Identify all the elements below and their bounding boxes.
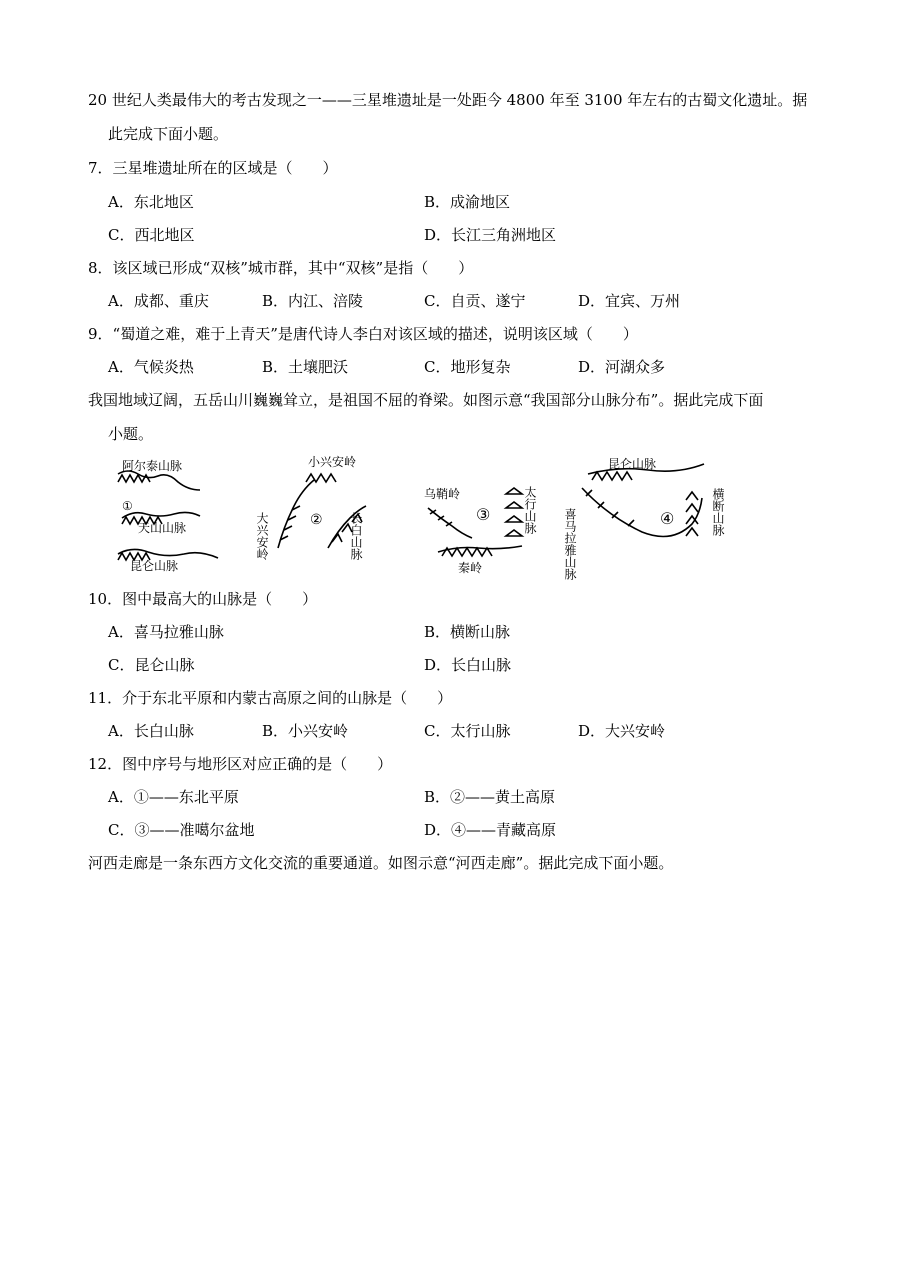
- question-9-stem: 9．“蜀道之难，难于上青天”是唐代诗人李白对该区域的描述，说明该区域（ ）: [88, 325, 638, 343]
- question-7-option-d[interactable]: D．长江三角洲地区: [424, 226, 557, 244]
- panel-2-right-label: 长白山脉: [349, 512, 363, 560]
- question-9-option-d[interactable]: D．河湖众多: [578, 358, 666, 376]
- intro-paragraph-1-line-1: 20 世纪人类最伟大的考古发现之一——三星堆遗址是一处距今 4800 年至 3100 年左右的古蜀文化遗址。据: [88, 91, 808, 109]
- question-11-option-a[interactable]: A．长白山脉: [108, 722, 194, 740]
- question-10-stem: 10．图中最高大的山脉是（ ）: [88, 590, 318, 608]
- question-8-option-b[interactable]: B．内江、涪陵: [262, 292, 364, 310]
- panel-3-number: ③: [476, 505, 491, 524]
- question-7-option-c[interactable]: C．西北地区: [108, 226, 195, 244]
- question-11-option-b[interactable]: B．小兴安岭: [262, 722, 349, 740]
- panel-3-right-label: 太行山脉: [523, 486, 537, 534]
- panel-3-bottom-label: 秦岭: [458, 561, 483, 575]
- question-7-option-a[interactable]: A．东北地区: [108, 193, 194, 211]
- intro-paragraph-2-line-1: 我国地域辽阔，五岳山川巍巍耸立，是祖国不屈的脊梁。如图示意“我国部分山脉分布”。据此完成下面: [88, 391, 764, 409]
- question-8-option-c[interactable]: C．自贡、遂宁: [424, 292, 526, 310]
- question-10-option-a[interactable]: A．喜马拉雅山脉: [108, 623, 224, 641]
- panel-1-middle-label: 天山山脉: [138, 521, 187, 535]
- question-9-option-b[interactable]: B．土壤肥沃: [262, 358, 349, 376]
- question-8-option-a[interactable]: A．成都、重庆: [108, 292, 209, 310]
- question-11-option-c[interactable]: C．太行山脉: [424, 722, 511, 740]
- question-8-option-d[interactable]: D．宜宾、万州: [578, 292, 681, 310]
- question-8-stem: 8．该区域已形成“双核”城市群，其中“双核”是指（ ）: [88, 259, 474, 277]
- panel-1-top-label: 阿尔泰山脉: [122, 459, 183, 473]
- figure-panel-3: [418, 452, 548, 576]
- panel-1-bottom-label: 昆仑山脉: [130, 559, 179, 573]
- panel-3-left-label: 乌鞘岭: [424, 487, 461, 501]
- question-12-option-c[interactable]: C．③——准噶尔盆地: [108, 821, 255, 839]
- question-9-option-a[interactable]: A．气候炎热: [108, 358, 194, 376]
- question-12-option-d[interactable]: D．④——青藏高原: [424, 821, 557, 839]
- figure-panel-1: [108, 452, 238, 576]
- question-10-option-d[interactable]: D．长白山脉: [424, 656, 512, 674]
- intro-paragraph-3: 河西走廊是一条东西方文化交流的重要通道。如图示意“河西走廊”。据此完成下面小题。: [88, 854, 674, 872]
- question-11-option-d[interactable]: D．大兴安岭: [578, 722, 666, 740]
- intro-paragraph-1-line-2: 此完成下面小题。: [108, 125, 229, 143]
- intro-paragraph-2-line-2: 小题。: [108, 425, 154, 443]
- panel-2-left-label: 大兴安岭: [255, 512, 269, 560]
- panel-4-number: ④: [660, 509, 675, 528]
- question-7-stem: 7．三星堆遗址所在的区域是（ ）: [88, 159, 338, 177]
- question-12-option-b[interactable]: B．②——黄土高原: [424, 788, 556, 806]
- figure-panel-4: [563, 452, 748, 580]
- figure-panel-2: [255, 452, 388, 576]
- question-12-stem: 12．图中序号与地形区对应正确的是（ ）: [88, 755, 393, 773]
- panel-4-top-label: 昆仑山脉: [608, 457, 657, 471]
- question-9-option-c[interactable]: C．地形复杂: [424, 358, 511, 376]
- question-11-stem: 11．介于东北平原和内蒙古高原之间的山脉是（ ）: [88, 689, 453, 707]
- question-10-option-c[interactable]: C．昆仑山脉: [108, 656, 195, 674]
- panel-4-left-label: 喜马拉雅山脉: [563, 508, 577, 580]
- question-7-option-b[interactable]: B．成渝地区: [424, 193, 511, 211]
- panel-4-right-label: 横断山脉: [711, 488, 725, 536]
- panel-1-number: ①: [122, 499, 133, 513]
- panel-2-number: ②: [310, 512, 323, 528]
- question-10-option-b[interactable]: B．横断山脉: [424, 623, 511, 641]
- question-12-option-a[interactable]: A．①——东北平原: [108, 788, 239, 806]
- panel-2-top-label: 小兴安岭: [308, 455, 357, 469]
- mountain-ranges-figure: [108, 452, 748, 580]
